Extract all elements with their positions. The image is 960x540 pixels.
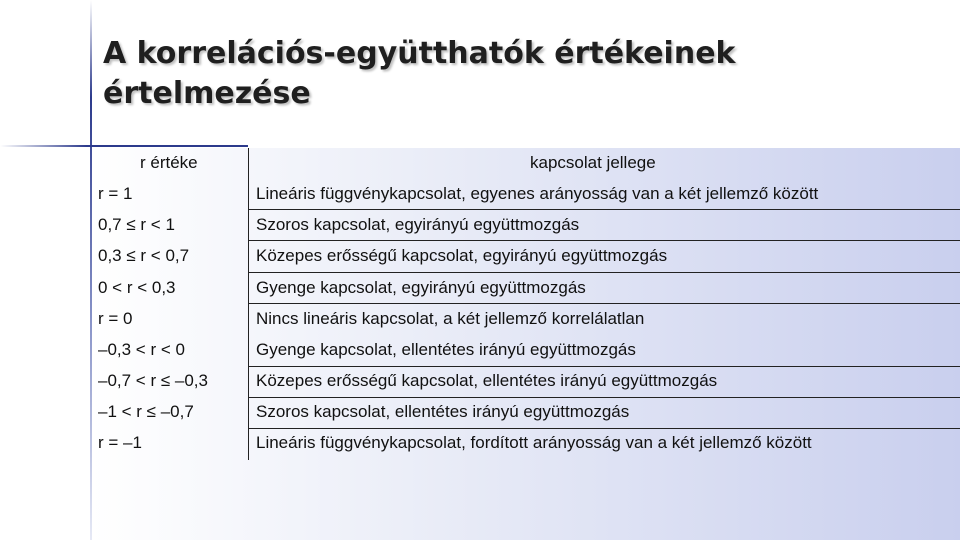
row-divider [248,272,960,273]
row-divider [248,428,960,429]
relationship-cell: Lineáris függvénykapcsolat, egyenes arányosság van a két jellemző között [256,184,819,203]
row-divider [248,303,960,304]
relationship-cell: Közepes erősségű kapcsolat, egyirányú együttmozgás [256,246,668,265]
row-divider [248,209,960,210]
header-relationship: kapcsolat jellege [530,153,656,172]
r-value-cell: 0,7 ≤ r < 1 [98,215,175,234]
row-divider [248,240,960,241]
slide-title: A korrelációs-együtthatók értékeinek értelmezése [103,36,736,111]
r-value-cell: r = –1 [98,433,142,452]
r-value-cell: –0,7 < r ≤ –0,3 [98,371,208,390]
relationship-cell: Gyenge kapcsolat, ellentétes irányú együttmozgás [256,340,636,359]
row-divider [248,366,960,367]
relationship-cell: Nincs lineáris kapcsolat, a két jellemző korrelálatlan [256,309,645,328]
relationship-cell: Szoros kapcsolat, egyirányú együttmozgás [256,215,580,234]
r-value-cell: r = 0 [98,309,133,328]
r-value-cell: 0 < r < 0,3 [98,278,176,297]
relationship-cell: Gyenge kapcsolat, egyirányú együttmozgás [256,278,586,297]
row-divider [248,397,960,398]
relationship-cell: Szoros kapcsolat, ellentétes irányú együttmozgás [256,402,630,421]
column-separator [248,148,249,460]
r-value-cell: 0,3 ≤ r < 0,7 [98,246,190,265]
r-value-cell: r = 1 [98,184,133,203]
r-value-cell: –1 < r ≤ –0,7 [98,402,194,421]
relationship-cell: Lineáris függvénykapcsolat, fordított arányosság van a két jellemző között [256,433,812,452]
header-r-value: r értéke [140,153,198,172]
relationship-cell: Közepes erősségű kapcsolat, ellentétes irányú együttmozgás [256,371,718,390]
r-value-cell: –0,3 < r < 0 [98,340,185,359]
